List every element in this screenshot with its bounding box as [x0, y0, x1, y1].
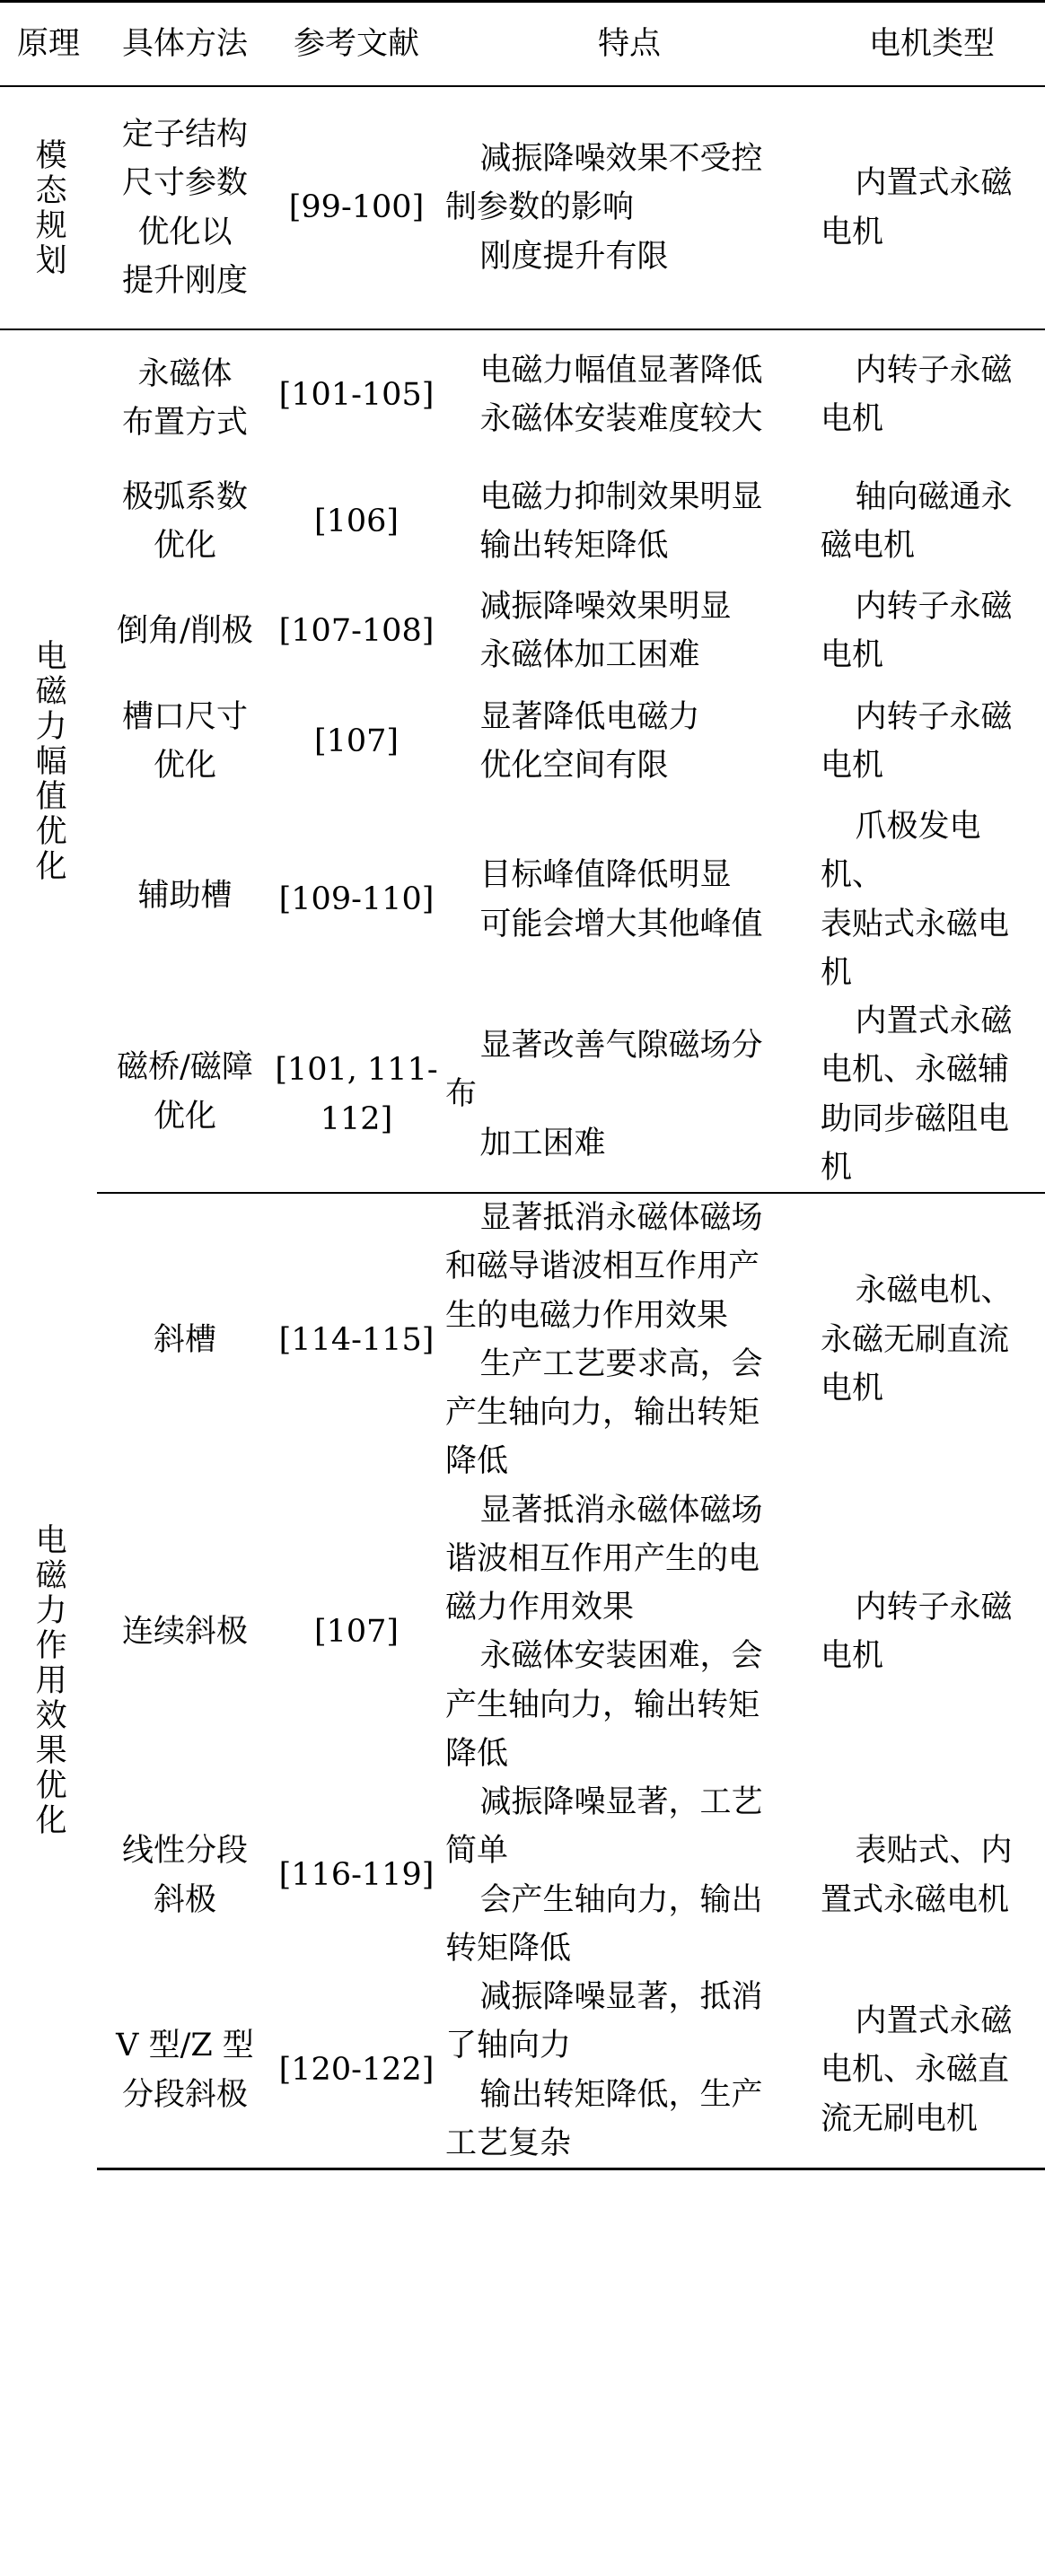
motor-type-line: 爪极发电机、	[821, 809, 981, 894]
method-line: 优化	[153, 747, 216, 784]
motor-type-cell	[819, 1973, 1045, 2169]
method-line: 槽口尺寸	[121, 698, 248, 735]
feature-line: 降低	[445, 1443, 509, 1480]
principle-cell: 模态规划	[0, 86, 97, 329]
header-principle: 原理	[0, 2, 97, 87]
motor-type-cell	[819, 802, 1045, 997]
feature-line: 简单	[445, 1833, 509, 1870]
feature-line: 谐波相互作用产生的电	[445, 1540, 760, 1577]
method-line: 尺寸参数	[121, 165, 248, 202]
feature-line: 显著改善气隙磁场分	[479, 1028, 763, 1065]
feature-cell	[440, 997, 819, 1193]
method-line: 连续斜极	[121, 1614, 248, 1651]
motor-type-line: 内转子永磁	[855, 1590, 1013, 1625]
table-row	[0, 86, 1045, 329]
header-feature: 特点	[440, 2, 819, 87]
method-cell	[97, 1486, 273, 1779]
method-line: 倒角/削极	[117, 613, 253, 650]
method-line: 布置方式	[121, 405, 248, 442]
motor-type-line: 电机、永磁直	[821, 2052, 1010, 2089]
method-line: 优化	[153, 527, 216, 564]
table-row	[0, 1193, 1045, 1486]
feature-cell	[440, 1973, 819, 2169]
feature-cell	[440, 680, 819, 803]
method-cell	[97, 1778, 273, 1973]
feature-line: 输出转矩降低，生产	[479, 2076, 763, 2113]
reference-cell: [114-115]	[278, 1321, 435, 1358]
motor-type-cell	[819, 1778, 1045, 1973]
reference-cell: [107]	[313, 1614, 400, 1651]
reference-cell: [101-105]	[278, 377, 435, 414]
motor-type-cell	[819, 460, 1045, 583]
feature-line: 可能会增大其他峰值	[479, 906, 763, 942]
reference-cell: [120-122]	[273, 1973, 440, 2169]
motor-type-cell	[819, 329, 1045, 460]
reference-cell: [107-108]	[278, 613, 435, 650]
motor-type-line: 电机	[821, 1370, 884, 1406]
method-line: 磁桥/磁障	[117, 1049, 253, 1086]
motor-type-cell	[819, 86, 1045, 329]
feature-line: 生的电磁力作用效果	[445, 1297, 729, 1334]
table-row	[0, 329, 1045, 460]
method-line: V 型/Z 型	[116, 2028, 254, 2064]
motor-type-cell	[819, 680, 1045, 803]
feature-line: 输出转矩降低	[479, 527, 669, 564]
method-cell	[97, 1193, 273, 1486]
feature-line: 减振降噪效果不受控	[479, 141, 763, 178]
motor-type-line: 电机	[821, 637, 884, 674]
table-row	[0, 1778, 1045, 1973]
motor-type-line: 电机、永磁辅	[821, 1052, 1010, 1089]
motor-type-line: 置式永磁电机	[821, 1881, 1010, 1918]
feature-line: 永磁体加工困难	[479, 637, 700, 674]
reference-cell: [107]	[313, 723, 400, 759]
feature-line: 和磁导谐波相互作用产	[445, 1249, 760, 1285]
feature-line: 加工困难	[479, 1125, 606, 1161]
feature-line: 目标峰值降低明显	[479, 857, 732, 894]
table-row	[0, 1973, 1045, 2169]
feature-line: 刚度提升有限	[479, 238, 669, 275]
feature-line: 布	[445, 1076, 478, 1113]
method-cell	[97, 802, 273, 997]
method-cell	[97, 460, 273, 583]
feature-line: 转矩降低	[445, 1930, 572, 1967]
feature-line: 磁力作用效果	[445, 1590, 635, 1625]
motor-type-cell	[819, 997, 1045, 1193]
feature-line: 减振降噪效果明显	[479, 589, 732, 625]
method-line: 斜极	[153, 1881, 216, 1918]
feature-line: 显著抵消永磁体磁场	[479, 1492, 763, 1529]
principle-cell: 电磁力作用效果优化	[31, 1523, 67, 1839]
motor-type-line: 机	[821, 1149, 853, 1186]
feature-line: 降低	[445, 1735, 509, 1772]
feature-line: 显著抵消永磁体磁场	[479, 1200, 763, 1236]
reference-cell: [116-119]	[278, 1857, 435, 1894]
motor-type-line: 机	[821, 954, 853, 991]
table-row	[0, 583, 1045, 680]
motor-type-cell	[819, 1193, 1045, 1486]
motor-type-line: 内转子永磁	[855, 589, 1013, 625]
reference-cell: [101, 111-112]	[273, 997, 440, 1193]
motor-type-line: 内置式永磁	[855, 165, 1013, 202]
feature-line: 永磁体安装难度较大	[479, 401, 763, 438]
reference-cell: [109-110]	[278, 881, 435, 918]
motor-type-line: 磁电机	[821, 527, 916, 564]
motor-type-line: 电机	[821, 747, 884, 784]
motor-type-line: 轴向磁通永	[855, 478, 1013, 515]
method-line: 辅助槽	[137, 878, 233, 915]
table-header-row	[0, 2, 1045, 87]
feature-line: 生产工艺要求高，会	[479, 1345, 763, 1382]
method-line: 提升刚度	[121, 262, 248, 299]
table-row	[0, 1486, 1045, 1779]
reference-cell: [99-100]	[273, 86, 440, 329]
method-cell	[97, 680, 273, 803]
table-row	[0, 997, 1045, 1193]
motor-type-line: 表贴式、内	[855, 1833, 1013, 1870]
motor-type-line: 电机	[821, 1638, 884, 1675]
method-line: 定子结构	[121, 117, 248, 153]
feature-line: 会产生轴向力，输出	[479, 1881, 763, 1918]
method-line: 斜槽	[153, 1321, 216, 1358]
feature-line: 产生轴向力，输出转矩	[445, 1395, 760, 1431]
method-line: 极弧系数	[121, 478, 248, 515]
feature-cell	[440, 460, 819, 583]
motor-type-line: 电机	[821, 214, 884, 250]
feature-line: 优化空间有限	[479, 747, 669, 784]
motor-type-line: 表贴式永磁电	[821, 906, 1010, 942]
reference-cell: [106]	[313, 503, 400, 539]
feature-line: 产生轴向力，输出转矩	[445, 1687, 760, 1723]
table-row	[0, 802, 1045, 997]
feature-line: 制参数的影响	[445, 189, 635, 226]
motor-type-line: 内转子永磁	[855, 698, 1013, 735]
feature-cell	[440, 329, 819, 460]
method-cell	[97, 583, 273, 680]
motor-type-line: 助同步磁阻电	[821, 1100, 1010, 1137]
method-cell	[97, 997, 273, 1193]
feature-line: 显著降低电磁力	[479, 698, 700, 735]
motor-type-line: 内转子永磁	[855, 353, 1013, 389]
method-cell	[97, 329, 273, 460]
feature-line: 减振降噪显著，抵消	[479, 1979, 763, 2015]
table-row	[0, 460, 1045, 583]
header-ref: 参考文献	[273, 2, 440, 87]
feature-cell	[440, 1778, 819, 1973]
motor-type-cell	[819, 583, 1045, 680]
method-cell	[97, 86, 273, 329]
method-cell	[97, 1973, 273, 2169]
feature-cell	[440, 1193, 819, 1486]
feature-line: 工艺复杂	[445, 2125, 572, 2161]
feature-cell	[440, 802, 819, 997]
motor-type-line: 内置式永磁	[855, 2003, 1013, 2040]
method-line: 优化以	[137, 214, 233, 250]
method-line: 分段斜极	[121, 2076, 248, 2113]
feature-line: 永磁体安装困难，会	[479, 1638, 763, 1675]
method-line: 永磁体	[137, 356, 233, 392]
feature-line: 减振降噪显著，工艺	[479, 1784, 763, 1820]
motor-type-line: 流无刷电机	[821, 2100, 979, 2137]
motor-type-line: 永磁电机、	[855, 1273, 1013, 1310]
feature-line: 电磁力抑制效果明显	[479, 478, 763, 515]
table-row	[0, 680, 1045, 803]
method-line: 线性分段	[121, 1833, 248, 1870]
motor-type-line: 永磁无刷直流	[821, 1321, 1010, 1358]
feature-cell	[440, 86, 819, 329]
feature-line: 了轴向力	[445, 2028, 572, 2064]
motor-type-line: 电机	[821, 401, 884, 438]
header-method: 具体方法	[97, 2, 273, 87]
principle-cell: 电磁力幅值优化	[31, 639, 67, 884]
feature-cell	[440, 583, 819, 680]
motor-type-line: 内置式永磁	[855, 1003, 1013, 1039]
method-line: 优化	[153, 1098, 216, 1135]
feature-line: 电磁力幅值显著降低	[479, 353, 763, 389]
header-motor: 电机类型	[819, 2, 1045, 87]
motor-type-cell	[819, 1486, 1045, 1779]
feature-cell	[440, 1486, 819, 1779]
